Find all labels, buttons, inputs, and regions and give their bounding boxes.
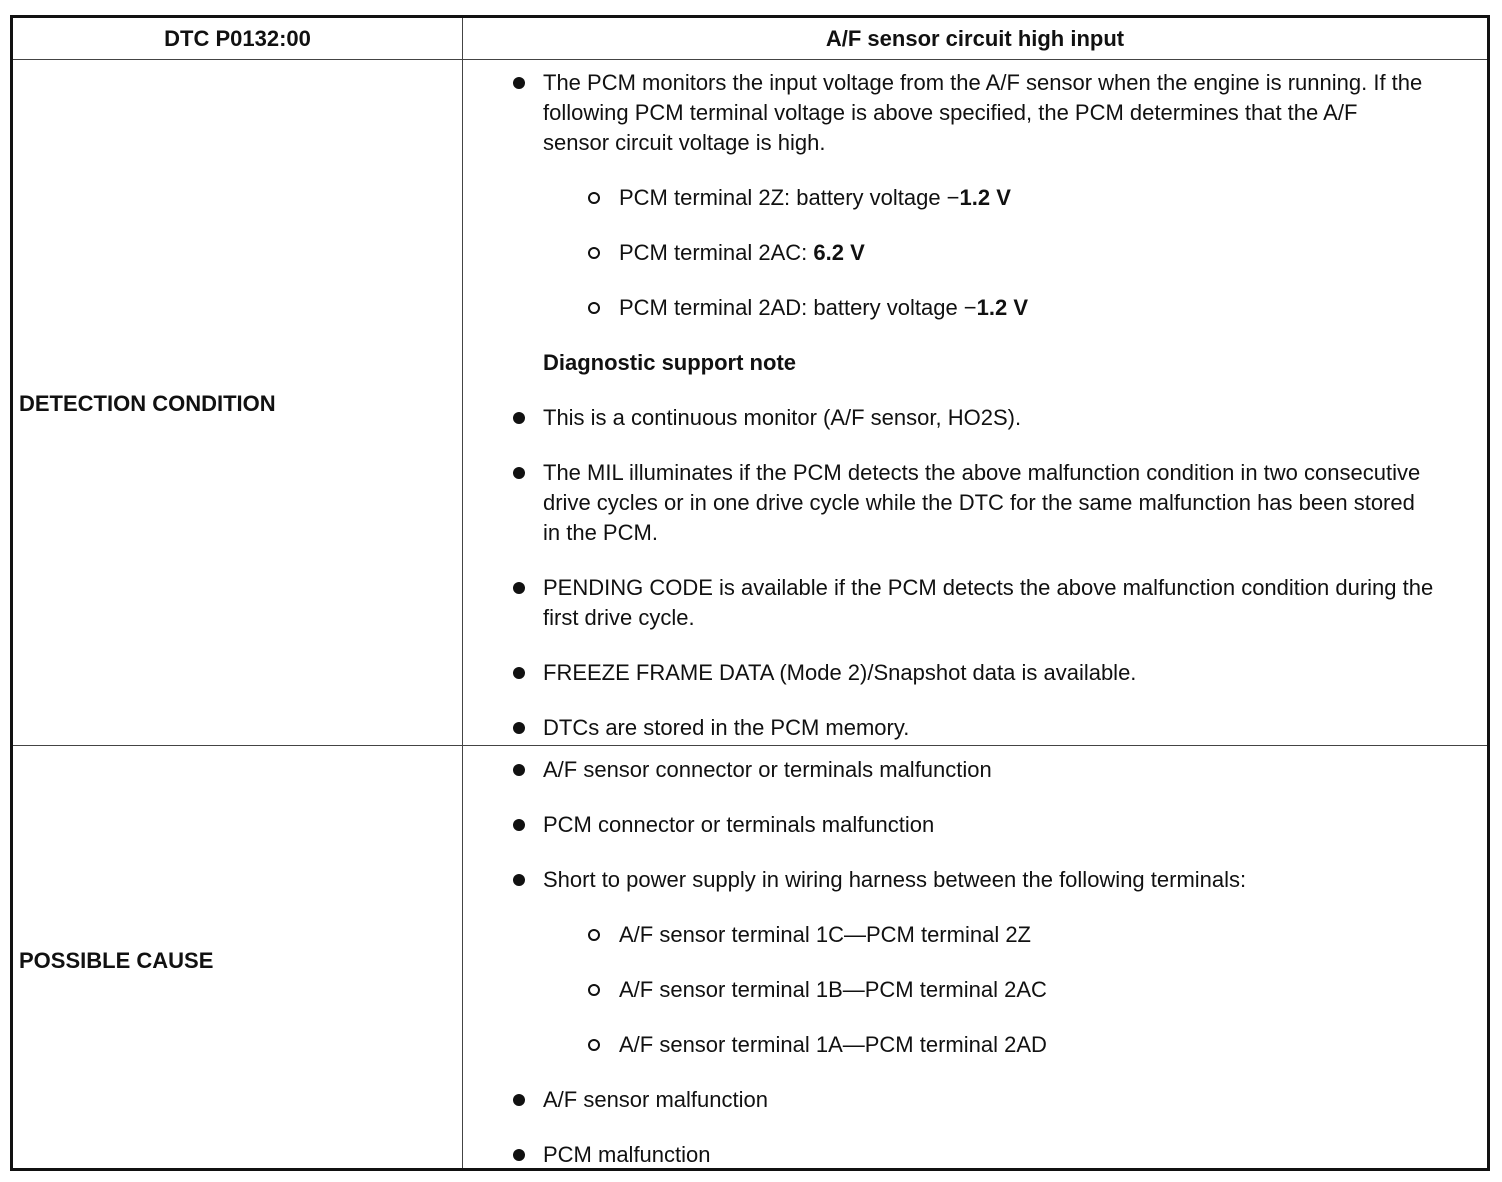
- cause-af-connector: A/F sensor connector or terminals malfunction: [543, 757, 992, 782]
- terminal-2z-value: 1.2 V: [959, 185, 1011, 210]
- possible-cause-label: POSSIBLE CAUSE: [19, 948, 214, 973]
- detection-paragraph: The PCM monitors the input voltage from the A/F sensor when the engine is running. If the following PCM terminal voltage is above specified, the PCM determines that the A/F sensor circuit voltage is high.: [543, 70, 1423, 155]
- wiring-1c-2z: A/F sensor terminal 1C—PCM terminal 2Z: [619, 922, 1031, 947]
- row-divider: [13, 745, 1487, 746]
- cause-af-sensor: A/F sensor malfunction: [543, 1087, 768, 1112]
- detection-condition-label: DETECTION CONDITION: [19, 391, 276, 416]
- bullet-icon: [513, 412, 525, 424]
- bullet-icon: [513, 764, 525, 776]
- bullet-icon: [513, 819, 525, 831]
- note-pending-code: PENDING CODE is available if the PCM detects the above malfunction condition during the first drive cycle.: [543, 575, 1434, 630]
- cause-pcm-connector: PCM connector or terminals malfunction: [543, 812, 935, 837]
- note-continuous-monitor: This is a continuous monitor (A/F sensor, HO2S).: [543, 405, 1022, 430]
- cause-pcm: PCM malfunction: [543, 1142, 711, 1167]
- circle-bullet-icon: [588, 929, 600, 941]
- bullet-icon: [513, 874, 525, 886]
- terminal-2z-spec: [619, 183, 1011, 213]
- terminal-2ac-text: PCM terminal 2AC:: [619, 240, 814, 265]
- bullet-icon: [513, 1094, 525, 1106]
- wiring-1b-2ac: A/F sensor terminal 1B—PCM terminal 2AC: [619, 977, 1047, 1002]
- cause-short-to-power: Short to power supply in wiring harness between the following terminals:: [543, 867, 1247, 892]
- circle-bullet-icon: [588, 302, 600, 314]
- bullet-icon: [513, 667, 525, 679]
- dtc-title-header: A/F sensor circuit high input: [825, 26, 1125, 51]
- terminal-2ad-spec: [619, 293, 1028, 323]
- circle-bullet-icon: [588, 984, 600, 996]
- column-divider: [462, 18, 463, 1168]
- terminal-2ac-spec: [619, 238, 865, 268]
- circle-bullet-icon: [588, 192, 600, 204]
- circle-bullet-icon: [588, 247, 600, 259]
- terminal-2ad-text: PCM terminal 2AD: battery voltage −: [619, 295, 977, 320]
- dtc-code-header: DTC P0132:00: [164, 26, 311, 51]
- bullet-icon: [513, 77, 525, 89]
- wiring-1a-2ad: A/F sensor terminal 1A—PCM terminal 2AD: [619, 1032, 1047, 1057]
- terminal-2ad-value: 1.2 V: [976, 295, 1029, 320]
- terminal-2z-text: PCM terminal 2Z: battery voltage −: [619, 185, 960, 210]
- diagnostic-note-heading: Diagnostic support note: [543, 350, 796, 375]
- note-freeze-frame: FREEZE FRAME DATA (Mode 2)/Snapshot data is available.: [543, 660, 1137, 685]
- bullet-icon: [513, 467, 525, 479]
- note-mil: The MIL illuminates if the PCM detects the above malfunction condition in two consecutive drive cycles or in one drive cycle while the DTC for the same malfunction has been stored in the PCM.: [543, 460, 1421, 545]
- bullet-icon: [513, 1149, 525, 1161]
- circle-bullet-icon: [588, 1039, 600, 1051]
- bullet-icon: [513, 582, 525, 594]
- terminal-2ac-value: 6.2 V: [813, 240, 865, 265]
- note-dtc-stored: DTCs are stored in the PCM memory.: [543, 715, 910, 740]
- bullet-icon: [513, 722, 525, 734]
- dtc-table: [10, 15, 1490, 1171]
